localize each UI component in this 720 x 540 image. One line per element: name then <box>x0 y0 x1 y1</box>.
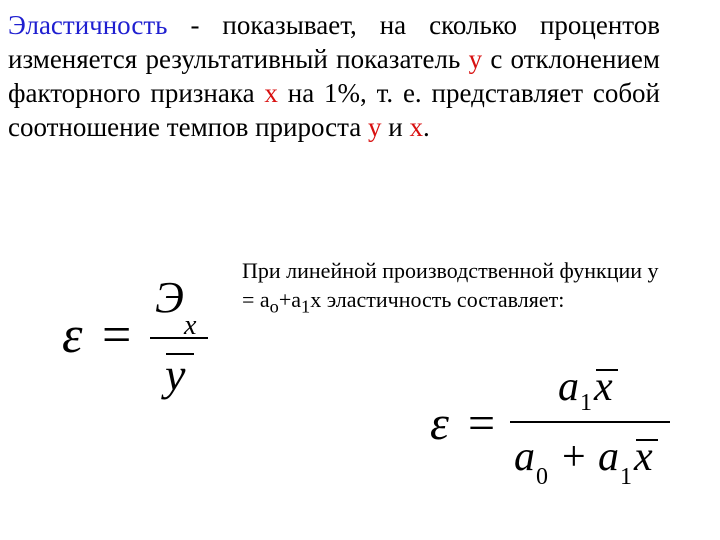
formula-epsilon: ε <box>62 307 83 364</box>
definition-text-3: на 1%, т. е. представляет собой соотношение темпов прироста <box>8 78 660 142</box>
note-text-3: х эластичность составляет: <box>310 287 565 312</box>
formula-linear <box>430 362 680 497</box>
linear-den-plus: + <box>562 434 586 480</box>
linear-den-a1-sub: 1 <box>620 464 632 490</box>
linear-function-note <box>242 256 662 321</box>
formula-numerator-subscript: x <box>184 310 197 341</box>
note-subscript-0: о <box>269 296 279 317</box>
definition-text-2: с отклонением факторного признака <box>8 44 660 108</box>
linear-num-x: x <box>594 364 613 410</box>
linear-den-x: x <box>634 434 653 480</box>
note-subscript-1: 1 <box>301 296 311 317</box>
linear-den-a0: a <box>514 434 535 480</box>
term-elasticity: Эластичность <box>8 10 168 40</box>
variable-y: у <box>468 44 483 74</box>
linear-num-a-sub: 1 <box>580 390 592 416</box>
linear-den-a1: a <box>598 434 619 480</box>
definition-paragraph <box>8 8 660 144</box>
linear-num-a: a <box>558 364 579 410</box>
note-text-2: +а <box>278 287 302 312</box>
definition-text-1: - показывает, на сколько процентов изменяется результативный показатель <box>8 10 660 74</box>
formula-equals: = <box>102 307 132 364</box>
variable-y-2: у <box>368 112 382 142</box>
note-text-1: При линейной производственной функции у = а <box>242 258 659 312</box>
variable-x-2: х <box>409 112 423 142</box>
definition-text-4: и <box>381 112 410 142</box>
definition-text-5: . <box>422 112 430 142</box>
linear-equals: = <box>468 397 496 450</box>
formula-numerator-symbol: Э <box>155 273 184 322</box>
variable-x: х <box>264 78 278 108</box>
linear-den-a0-sub: 0 <box>536 464 548 490</box>
linear-epsilon: ε <box>430 397 449 450</box>
formula-denominator: y <box>165 349 186 400</box>
formula-general <box>62 272 212 407</box>
